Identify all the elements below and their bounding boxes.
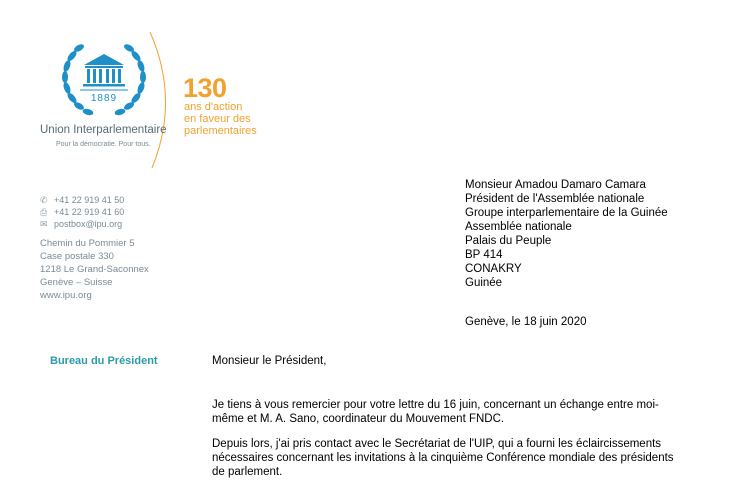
recipient-line: Président de l'Assemblée nationale: [465, 193, 645, 205]
address-line: Genève – Suisse: [40, 277, 113, 288]
paragraph: Depuis lors, j'ai pris contact avec le Secrétariat de l'UIP, qui a fourni les éclaircissements nécessaires concernant les invitations à la cinquième Conférence mondiale des présidents de parlement.: [212, 438, 674, 478]
paragraph: Je tiens à vous remercier pour votre lettre du 16 juin, concernant un échange entre moi- même et M. A. Sano, coordinateur du Mouvement FNDC.: [212, 399, 659, 425]
recipient-line: Monsieur Amadou Damaro Camara: [465, 179, 646, 191]
email-icon: ✉: [40, 219, 48, 229]
address-line: Chemin du Pommier 5: [40, 238, 135, 249]
orange-arc: [140, 30, 180, 170]
org-tagline: Pour la démocratie. Pour tous.: [56, 141, 151, 148]
letter-date: Genève, le 18 juin 2020: [465, 316, 587, 328]
ipu-logo-emblem: [58, 38, 150, 122]
org-name: Union Interparlementaire: [40, 124, 167, 136]
office-heading: Bureau du Président: [50, 355, 158, 367]
salutation: Monsieur le Président,: [212, 355, 327, 367]
anniversary-line: en faveur des: [184, 113, 251, 125]
recipient-line: Assemblée nationale: [465, 221, 572, 233]
contact-email: ✉ postbox@ipu.org: [40, 219, 123, 229]
recipient-line: Groupe interparlementaire de la Guinée: [465, 207, 668, 219]
recipient-line: CONAKRY: [465, 263, 522, 275]
recipient-line: Guinée: [465, 277, 503, 289]
website-link[interactable]: www.ipu.org: [40, 290, 92, 301]
anniversary-number: 130: [183, 73, 227, 103]
address-line: Case postale 330: [40, 251, 114, 262]
logo-year: 1889: [90, 93, 118, 104]
recipient-line: Palais du Peuple: [465, 235, 552, 247]
anniversary-line: parlementaires: [184, 125, 257, 137]
phone-icon: ✆: [40, 195, 48, 205]
anniversary-line: ans d'action: [184, 101, 243, 113]
contact-fax: ⎙ +41 22 919 41 60: [40, 207, 125, 217]
contact-phone: ✆ +41 22 919 41 50: [40, 195, 125, 205]
fax-icon: ⎙: [40, 207, 48, 217]
recipient-line: BP 414: [465, 249, 503, 261]
address-line: 1218 Le Grand-Saconnex: [40, 264, 149, 275]
